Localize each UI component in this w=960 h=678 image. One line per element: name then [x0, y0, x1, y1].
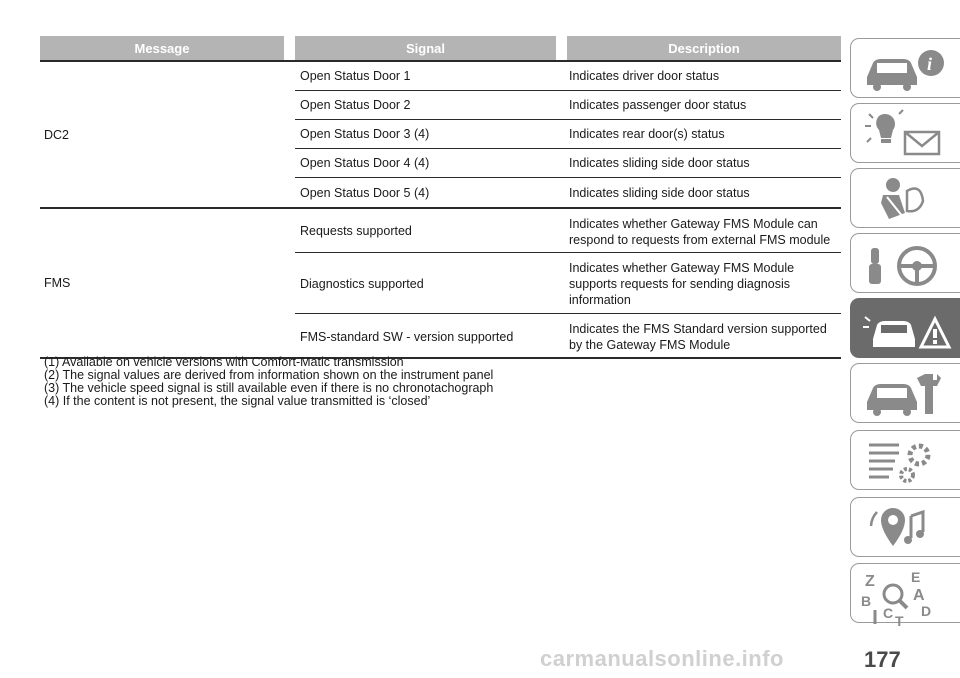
- car-maintenance-icon: [859, 368, 959, 420]
- footnotes: [44, 356, 493, 408]
- watermark: carmanualsonline.info: [540, 646, 784, 671]
- message-cell: FMS: [44, 276, 71, 290]
- svg-text:Z: Z: [865, 573, 875, 590]
- table-row: [295, 178, 841, 207]
- signal-cell: Open Status Door 4 (4): [300, 156, 430, 170]
- warning-lights-icon: [859, 108, 959, 160]
- table-row: [295, 91, 841, 120]
- svg-text:D: D: [921, 603, 932, 619]
- tab-starting-driving[interactable]: [850, 233, 960, 293]
- airbag-seat-icon: [859, 173, 959, 225]
- table-row: [295, 62, 841, 91]
- footnote: (2) The signal values are derived from information shown on the instrument panel: [44, 368, 494, 382]
- signal-cell: Requests supported: [300, 224, 412, 238]
- table-row: [295, 314, 841, 357]
- description-cell: Indicates rear door(s) status: [569, 127, 725, 141]
- footnote: (3) The vehicle speed signal is still available even if there is no chronotachograph: [44, 381, 494, 395]
- svg-text:B: B: [861, 593, 872, 609]
- svg-text:T: T: [895, 613, 904, 626]
- tab-emergency[interactable]: [850, 298, 960, 358]
- header-signal: Signal: [295, 36, 556, 60]
- tab-technical-data[interactable]: [850, 430, 960, 490]
- description-cell: Indicates whether Gateway FMS Module supports requests for sending diagnosis information: [569, 261, 795, 307]
- footnote: (1) Available on vehicle versions with Comfort-Matic transmission: [44, 355, 404, 369]
- tab-warning-lights[interactable]: [850, 103, 960, 163]
- description-cell: Indicates driver door status: [569, 69, 720, 83]
- tab-maintenance[interactable]: [850, 363, 960, 423]
- description-cell: Indicates passenger door status: [569, 98, 747, 112]
- key-steering-wheel-icon: [859, 238, 959, 290]
- tab-safety[interactable]: [850, 168, 960, 228]
- description-cell: Indicates whether Gateway FMS Module can respond to requests from external FMS module: [569, 217, 831, 247]
- table-row: [295, 209, 841, 253]
- table-row: [295, 149, 841, 178]
- group-fms: [40, 209, 841, 359]
- svg-text:A: A: [913, 587, 925, 604]
- tab-multimedia[interactable]: [850, 497, 960, 557]
- description-cell: Indicates sliding side door status: [569, 156, 750, 170]
- signal-cell: Open Status Door 5 (4): [300, 185, 430, 200]
- description-cell: Indicates the FMS Standard version supported by the Gateway FMS Module: [569, 322, 827, 352]
- signal-cell: Open Status Door 3 (4): [300, 127, 430, 141]
- signal-cell: Open Status Door 2: [300, 98, 411, 112]
- alphabetical-index-icon: [859, 568, 959, 626]
- message-cell: DC2: [44, 127, 70, 142]
- car-info-icon: [859, 43, 959, 95]
- signal-cell: Open Status Door 1: [300, 69, 411, 83]
- table-row: [295, 253, 841, 314]
- technical-data-icon: [859, 435, 959, 487]
- svg-text:C: C: [883, 605, 894, 621]
- footnote: (4) If the content is not present, the signal value transmitted is ‘closed’: [44, 394, 431, 408]
- tab-index[interactable]: [850, 563, 960, 626]
- header-description: Description: [567, 36, 841, 60]
- car-emergency-icon: [859, 303, 959, 355]
- multimedia-icon: [859, 502, 959, 554]
- description-cell: Indicates sliding side door status: [569, 185, 750, 200]
- signal-cell: Diagnostics supported: [300, 277, 424, 291]
- header-message: Message: [40, 36, 284, 60]
- tab-car-info[interactable]: [850, 38, 960, 98]
- group-dc2: [40, 60, 841, 209]
- signal-cell: FMS-standard SW - version supported: [300, 330, 514, 344]
- signal-table: [40, 36, 841, 359]
- table-row: [295, 120, 841, 149]
- page-number: 177: [864, 647, 901, 672]
- svg-text:E: E: [911, 569, 921, 585]
- svg-text:i: i: [927, 54, 933, 74]
- table-header: [40, 36, 841, 60]
